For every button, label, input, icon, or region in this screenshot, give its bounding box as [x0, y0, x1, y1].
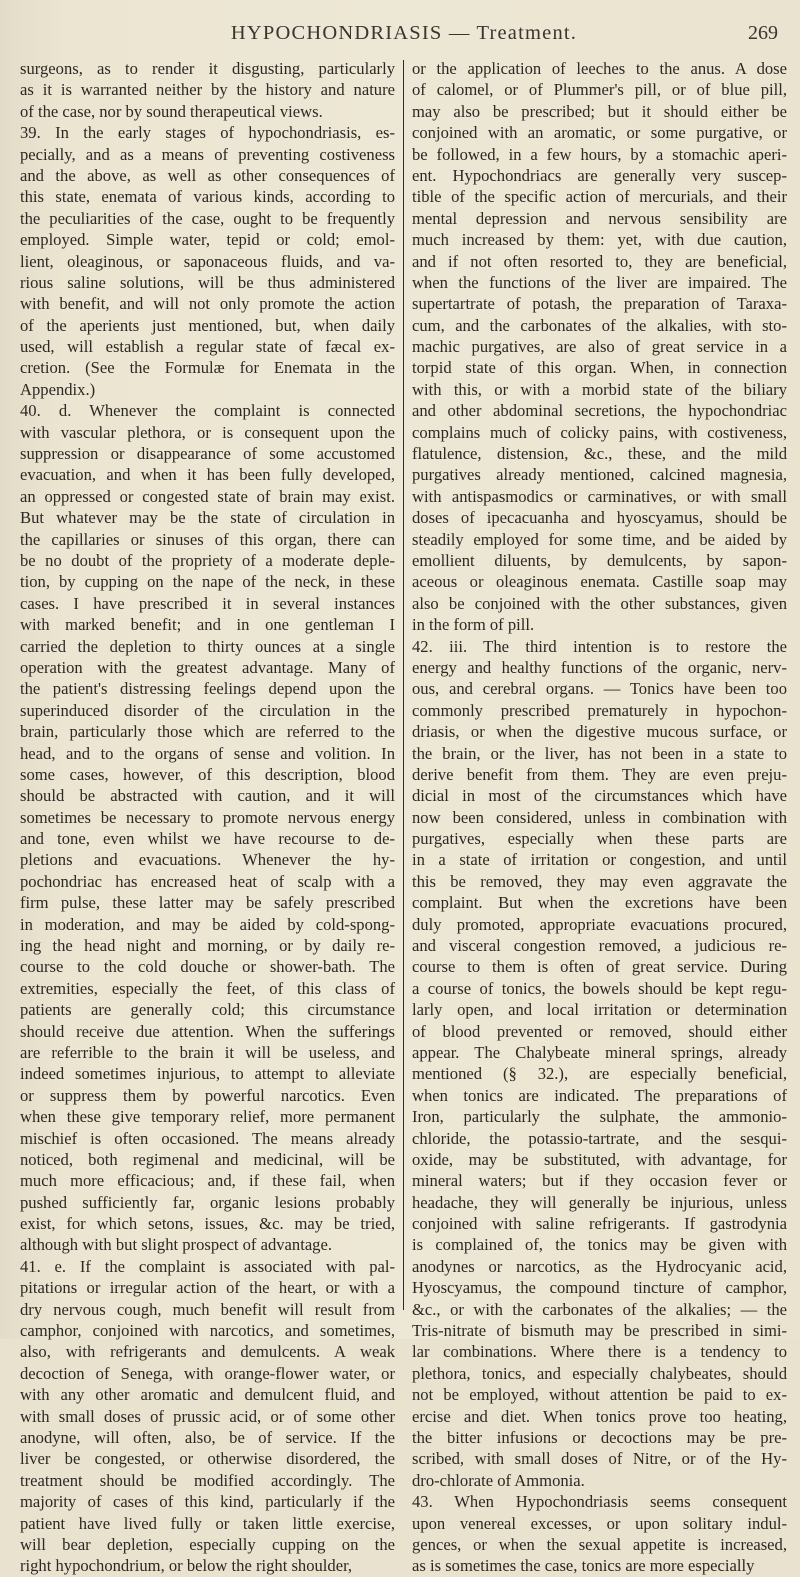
text-line: an oppressed or congested state of brain may exist. — [20, 486, 395, 506]
text-line: mental depression and nervous sensibility are — [412, 208, 787, 228]
text-line: surgeons, as to render it disgusting, particularly — [20, 59, 395, 78]
text-line: supertartrate of potash, the preparation of Taraxa- — [412, 294, 787, 314]
text-line: tible of the specific action of mercurials, and their — [412, 187, 787, 207]
text-line: appear. The Chalybeate mineral springs, already — [412, 1042, 787, 1062]
text-line: dry nervous cough, much benefit will result from — [20, 1299, 395, 1319]
right-column — [412, 58, 787, 1577]
text-line: when the functions of the liver are impaired. The — [412, 272, 787, 292]
text-line: machic purgatives, are also of great service in a — [412, 337, 787, 357]
text-columns — [18, 58, 790, 1576]
text-line: conjoined with an aromatic, or some purgative, or — [412, 123, 787, 143]
text-line: suppression or disappearance of some accustomed — [20, 444, 395, 464]
text-line: and other abdominal secretions, the hypochondriac — [412, 401, 787, 421]
text-line: the bitter infusions or decoctions may be pre- — [412, 1428, 787, 1447]
text-line: the peculiarities of the case, ought to be frequently — [20, 208, 395, 228]
text-line: extremities, especially the feet, of this class of — [20, 978, 395, 998]
text-line: when these give temporary relief, more permanent — [20, 1107, 395, 1127]
text-line: or the application of leeches to the anus. A dose — [412, 59, 787, 78]
text-line: and tone, even whilst we have recourse to de- — [20, 829, 395, 849]
column-divider — [403, 60, 404, 1310]
text-line: Tris-nitrate of bismuth may be prescribed in simi- — [412, 1321, 787, 1341]
text-line: and visceral congestion removed, a judicious re- — [412, 936, 787, 956]
text-line: pushed sufficiently far, organic lesions probably — [20, 1192, 395, 1212]
page-number: 269 — [748, 22, 778, 44]
text-line: oxide, may be substituted, with advantage, for — [412, 1149, 787, 1169]
text-line: of the aperients just mentioned, but, when daily — [20, 315, 395, 335]
text-line: be no doubt of the propriety of a moderate deple- — [20, 550, 395, 570]
text-line: scribed, with small doses of Nitre, or of the Hy- — [412, 1449, 787, 1469]
text-line: some cases, however, of this description, blood — [20, 764, 395, 784]
text-line: dicial in most of the circumstances which have — [412, 786, 787, 806]
text-line: with benefit, and will not only promote the action — [20, 294, 395, 314]
text-line: energy and healthy functions of the organic, nerv- — [412, 657, 787, 677]
left-column — [20, 58, 395, 1577]
text-line: ercise and diet. When tonics prove too heating, — [412, 1406, 787, 1426]
text-line: headache, they will generally be injurious, unless — [412, 1192, 787, 1212]
text-line: operation with the greatest advantage. Many of — [20, 657, 395, 677]
text-line: duly promoted, appropriate evacuations procured, — [412, 914, 787, 934]
text-line: with any other aromatic and demulcent fluid, and — [20, 1385, 395, 1405]
text-line: conjoined with saline refrigerants. If gastrodynia — [412, 1214, 787, 1234]
text-line: Iron, particularly the sulphate, the ammonio- — [412, 1107, 787, 1127]
text-line: this be removed, they may even aggravate the — [412, 871, 787, 891]
text-line: 43. When Hypochondriasis seems consequent — [412, 1492, 787, 1512]
text-line: should be abstracted with caution, and it will — [20, 786, 395, 806]
text-line: cum, and the carbonates of the alkalies, with sto- — [412, 315, 787, 335]
text-line: larly open, and local irritation or determination — [412, 1000, 787, 1020]
text-line: not be employed, without attention be paid to ex- — [412, 1385, 787, 1405]
text-line: Hyoscyamus, the compound tincture of camphor, — [412, 1278, 787, 1298]
text-line: upon venereal excesses, or upon solitary indul- — [412, 1513, 787, 1533]
text-line: anodyne, will often, also, be of service. If the — [20, 1428, 395, 1447]
text-line: with small doses of prussic acid, or of some other — [20, 1406, 395, 1426]
text-line: purgatives already mentioned, calcined magnesia, — [412, 465, 787, 485]
text-line: torpid state of this organ. When, in connection — [412, 358, 787, 378]
text-line: driasis, or when the digestive mucous surface, or — [412, 722, 787, 742]
text-line: rious saline solutions, will be thus administered — [20, 272, 395, 292]
text-line: of blood prevented or removed, should either — [412, 1021, 787, 1041]
text-line: majority of cases of this kind, particularly if the — [20, 1492, 395, 1512]
text-line: indeed sometimes injurious, to attempt to alleviate — [20, 1064, 395, 1084]
text-line: derive benefit from them. They are even preju- — [412, 764, 787, 784]
text-line: mischief is often occasioned. The means already — [20, 1128, 395, 1148]
text-line: course to them is often of great service. During — [412, 957, 787, 977]
text-line: when tonics are indicated. The preparations of — [412, 1085, 787, 1105]
text-line: will bear depletion, especially cupping on the — [20, 1534, 395, 1554]
text-line: 39. In the early stages of hypochondriasis, es- — [20, 123, 395, 143]
text-line: should receive due attention. When the sufferings — [20, 1021, 395, 1041]
text-line: in moderation, and may be aided by cold-spong- — [20, 914, 395, 934]
text-line: dro-chlorate of Ammonia. — [412, 1470, 585, 1490]
text-line: lar combinations. Where there is a tendency to — [412, 1342, 787, 1362]
text-line: this state, enemata of various kinds, according to — [20, 187, 395, 207]
text-line: evacuation, and when it has been fully developed, — [20, 465, 395, 485]
text-line: gences, or when the sexual appetite is increased, — [412, 1534, 787, 1554]
text-line: right hypochondrium, or below the right shoulder, — [20, 1556, 353, 1576]
text-line: mineral waters; but if they occasion fever or — [412, 1171, 787, 1191]
text-line: be followed, in a few hours, by a stomachic aperi- — [412, 144, 787, 164]
text-line: 42. iii. The third intention is to restore the — [412, 636, 787, 656]
text-line: camphor, conjoined with narcotics, and sometimes, — [20, 1321, 395, 1341]
text-line: chloride, the potassio-tartrate, and the sesqui- — [412, 1128, 787, 1148]
text-line: as it is warranted neither by the history and nature — [20, 80, 395, 100]
running-title: HYPOCHONDRIASIS — Treatment. — [230, 22, 578, 44]
text-line: ent. Hypochondriacs are generally very suscep- — [412, 165, 787, 185]
text-line: in a state of irritation or congestion, and until — [412, 850, 787, 870]
text-line: in the form of pill. — [412, 615, 535, 635]
text-line: are referrible to the brain it will be useless, and — [20, 1042, 395, 1062]
text-line: with this, or with a morbid state of the biliary — [412, 379, 787, 399]
text-line: flatulence, distension, &c., these, and the mild — [412, 444, 787, 464]
text-line: mentioned (§ 32.), are especially beneficial, — [412, 1064, 787, 1084]
text-line: is complained of, the tonics may be given with — [412, 1235, 787, 1255]
text-line: superinduced disorder of the circulation in the — [20, 700, 395, 720]
text-line: the patient's distressing feelings depend upon the — [20, 679, 395, 699]
text-line: a course of tonics, the bowels should be kept regu- — [412, 978, 787, 998]
text-line: ous, and cerebral organs. — Tonics have been too — [412, 679, 787, 699]
text-line: firm pulse, these latter may be safely prescribed — [20, 893, 395, 913]
text-line: But whatever may be the state of circulation in — [20, 508, 395, 528]
text-line: pletions and evacuations. Whenever the hy- — [20, 850, 395, 870]
text-line: cretion. (See the Formulæ for Enemata in the — [20, 358, 395, 378]
text-line: 41. e. If the complaint is associated with pal- — [20, 1256, 395, 1276]
text-line: employed. Simple water, tepid or cold; emol- — [20, 230, 395, 250]
text-line: much more efficacious; and, if these fail, when — [20, 1171, 395, 1191]
text-line: the capillaries or sinuses of this organ, there can — [20, 529, 395, 549]
text-line: the brain, or the liver, has not been in a state to — [412, 743, 787, 763]
text-line: patients are generally cold; this circumstance — [20, 1000, 395, 1020]
text-line: of calomel, or of Plummer's pill, or of blue pill, — [412, 80, 787, 100]
text-line: pecially, and as a means of preventing costiveness — [20, 144, 395, 164]
text-line: also be conjoined with the other substances, given — [412, 593, 787, 613]
text-line: ing the head night and morning, or by daily re- — [20, 936, 395, 956]
text-line: sometimes be necessary to promote nervous energy — [20, 807, 395, 827]
text-line: steadily employed for some time, and be aided by — [412, 529, 787, 549]
text-line: patient have lived fully or taken little exercise, — [20, 1513, 395, 1533]
text-line: complaint. But when the excretions have been — [412, 893, 787, 913]
text-line: now been considered, unless in combination with — [412, 807, 787, 827]
text-line: carried the depletion to thirty ounces at a single — [20, 636, 395, 656]
text-line: and the above, as well as other consequences of — [20, 165, 395, 185]
text-line: plethora, tonics, and especially chalybeates, should — [412, 1363, 787, 1383]
text-line: 40. d. Whenever the complaint is connected — [20, 401, 395, 421]
text-line: of the case, nor by sound therapeutical views. — [20, 101, 323, 121]
text-line: although with but slight prospect of advantage. — [20, 1235, 332, 1255]
text-line: course to the cold douche or shower-bath. The — [20, 957, 395, 977]
text-line: commonly prescribed prematurely in hypochon- — [412, 700, 787, 720]
text-line: exist, for which setons, issues, &c. may be tried, — [20, 1214, 395, 1234]
text-line: and if not often resorted to, they are beneficial, — [412, 251, 787, 271]
text-line: aceous or oleaginous enemata. Castille soap may — [412, 572, 787, 592]
text-line: purgatives, especially when these parts are — [412, 829, 787, 849]
text-line: treatment should be modified accordingly. The — [20, 1470, 395, 1490]
text-line: complains much of colicky pains, with costiveness, — [412, 422, 787, 442]
page-header — [18, 22, 790, 52]
text-line: emollient diluents, by demulcents, by sapon- — [412, 550, 787, 570]
text-line: head, and to the organs of sense and volition. In — [20, 743, 395, 763]
text-line: much increased by them: yet, with due caution, — [412, 230, 787, 250]
text-line: anodynes or narcotics, as the Hydrocyanic acid, — [412, 1256, 787, 1276]
text-line: &c., or with the carbonates of the alkalies; — the — [412, 1299, 787, 1319]
text-line: doses of ipecacuanha and hyoscyamus, should be — [412, 508, 787, 528]
text-line: brain, particularly those which are referred to the — [20, 722, 395, 742]
text-line: also, with refrigerants and demulcents. A weak — [20, 1342, 395, 1362]
text-line: liver be congested, or otherwise disordered, the — [20, 1449, 395, 1469]
text-line: as is sometimes the case, tonics are more especially — [412, 1556, 755, 1576]
text-line: cases. I have prescribed it in several instances — [20, 593, 395, 613]
text-line: noticed, both regimenal and medicinal, will be — [20, 1149, 395, 1169]
text-line: pochondriac has encreased heat of scalp with a — [20, 871, 395, 891]
text-line: Appendix.) — [20, 379, 96, 399]
text-line: pitations or irregular action of the heart, or with a — [20, 1278, 395, 1298]
text-line: tion, by cupping on the nape of the neck, in these — [20, 572, 395, 592]
text-line: or suppress them by powerful narcotics. Even — [20, 1085, 395, 1105]
text-line: may also be prescribed; but it should either be — [412, 101, 787, 121]
text-line: decoction of Senega, with orange-flower water, or — [20, 1363, 395, 1383]
text-line: lient, oleaginous, or saponaceous fluids, and va- — [20, 251, 395, 271]
text-line: with marked benefit; and in one gentleman I — [20, 615, 395, 635]
text-line: with vascular plethora, or is consequent upon the — [20, 422, 395, 442]
text-line: used, will establish a regular state of fæcal ex- — [20, 337, 395, 357]
text-line: with antispasmodics or carminatives, or with small — [412, 486, 787, 506]
